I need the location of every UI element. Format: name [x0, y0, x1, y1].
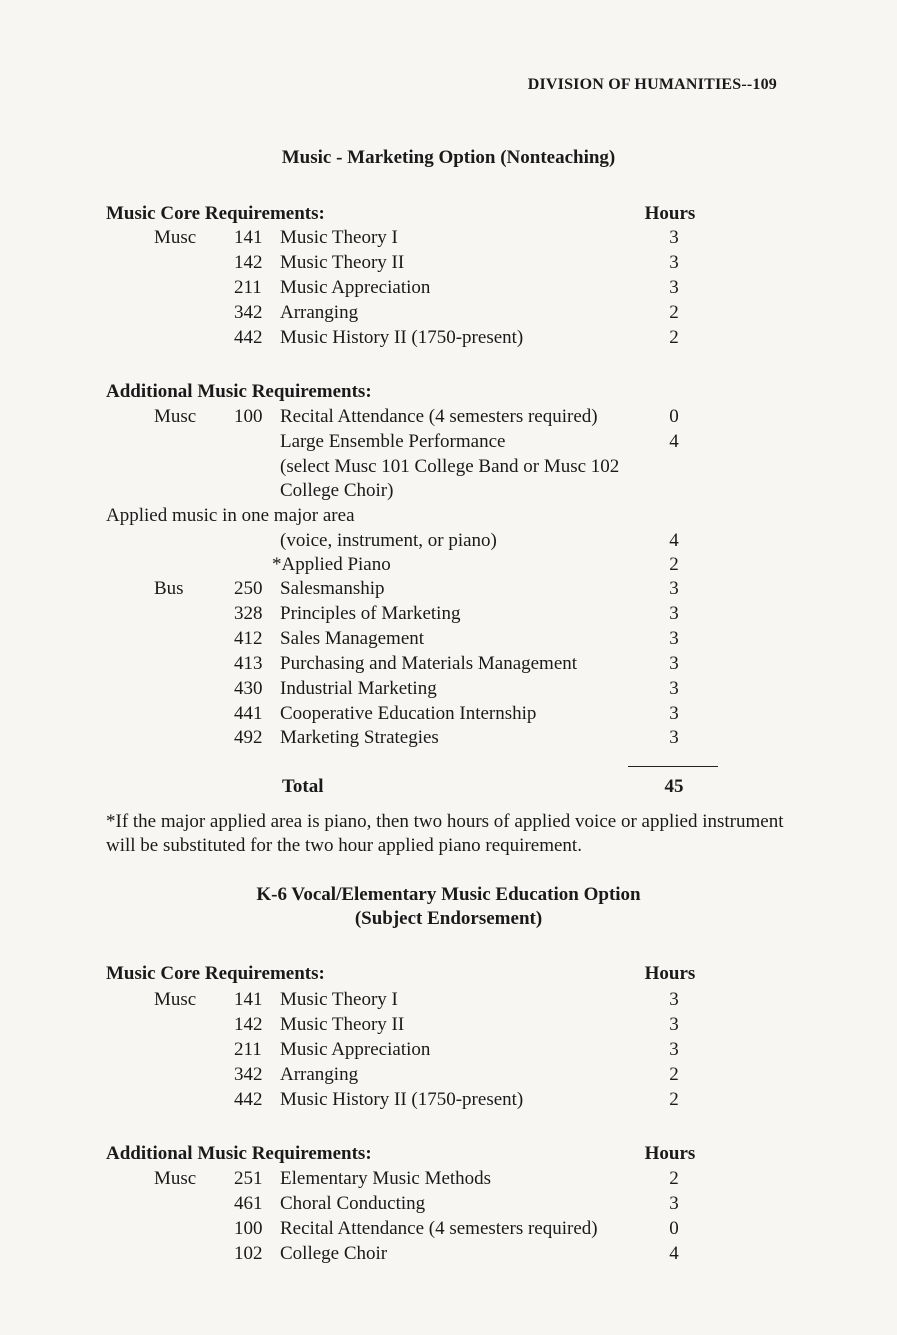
course-note: (select Musc 101 College Band or Musc 102	[280, 456, 620, 477]
course-number: 461	[234, 1193, 263, 1214]
course-number: 328	[234, 603, 263, 624]
course-hours: 3	[669, 678, 679, 699]
course-note: College Choir)	[280, 480, 394, 501]
course-row	[0, 652, 897, 676]
course-row	[0, 726, 897, 750]
course-prefix: Musc	[154, 227, 197, 248]
course-hours: 3	[669, 989, 679, 1010]
total-row	[0, 775, 897, 799]
course-row	[0, 251, 897, 275]
applied-label: Applied music in one major area	[106, 505, 355, 526]
course-hours: 3	[669, 252, 679, 273]
course-row	[0, 301, 897, 325]
course-hours: 4	[669, 431, 679, 452]
section2-title-line1: K-6 Vocal/Elementary Music Education Option	[256, 884, 641, 905]
course-row	[0, 702, 897, 726]
course-row	[0, 1063, 897, 1087]
course-number: 211	[234, 277, 262, 298]
course-number: 441	[234, 703, 263, 724]
course-number: 211	[234, 1039, 262, 1060]
course-number: 142	[234, 1014, 263, 1035]
course-title: Cooperative Education Internship	[280, 703, 537, 724]
section1-core-heading-row	[0, 202, 897, 226]
course-title: Music Theory II	[280, 252, 405, 273]
section1-additional-heading-row	[0, 380, 897, 404]
course-title: Arranging	[280, 302, 359, 323]
course-hours: 3	[669, 1039, 679, 1060]
course-number: 141	[234, 227, 263, 248]
course-hours: 3	[669, 703, 679, 724]
course-hours: 3	[669, 628, 679, 649]
course-row	[0, 577, 897, 601]
course-title: Music Appreciation	[280, 1039, 431, 1060]
course-hours: 2	[669, 1064, 679, 1085]
course-title: Purchasing and Materials Management	[280, 653, 578, 674]
course-title: Music Appreciation	[280, 277, 431, 298]
footnote: *If the major applied area is piano, then two hours of applied voice or applied instrument will be substituted for the two hour applied piano requirement.	[106, 811, 784, 856]
course-hours: 2	[669, 302, 679, 323]
course-row	[0, 529, 897, 553]
course-number: 342	[234, 302, 263, 323]
applied-label-row	[0, 504, 897, 528]
course-title: (voice, instrument, or piano)	[280, 530, 497, 551]
course-number: 250	[234, 578, 263, 599]
course-number: 413	[234, 653, 263, 674]
course-row	[0, 553, 897, 577]
course-hours: 2	[669, 1168, 679, 1189]
section1-title: Music - Marketing Option (Nonteaching)	[281, 147, 616, 168]
course-hours: 2	[669, 554, 679, 575]
course-number: 342	[234, 1064, 263, 1085]
course-row	[0, 988, 897, 1012]
course-title: Recital Attendance (4 semesters required)	[280, 406, 598, 427]
hours-heading: Hours	[644, 963, 696, 984]
course-row	[0, 677, 897, 701]
course-hours: 0	[669, 406, 679, 427]
course-number: 100	[234, 1218, 263, 1239]
course-title: Music Theory II	[280, 1014, 405, 1035]
course-row	[0, 405, 897, 429]
course-row	[0, 226, 897, 250]
course-number: 442	[234, 327, 263, 348]
course-title: Large Ensemble Performance	[280, 431, 506, 452]
course-hours: 3	[669, 1193, 679, 1214]
course-note-row	[0, 455, 897, 479]
course-hours: 4	[669, 530, 679, 551]
course-title: Industrial Marketing	[280, 678, 437, 699]
course-row	[0, 1088, 897, 1112]
hours-heading: Hours	[644, 203, 696, 224]
course-title: College Choir	[280, 1243, 388, 1264]
course-title: Arranging	[280, 1064, 359, 1085]
course-hours: 3	[669, 227, 679, 248]
total-rule	[628, 766, 718, 767]
course-row	[0, 1167, 897, 1191]
course-row	[0, 430, 897, 454]
course-hours: 4	[669, 1243, 679, 1264]
course-number: 442	[234, 1089, 263, 1110]
total-label: Total	[282, 776, 324, 797]
course-number: 142	[234, 252, 263, 273]
course-hours: 3	[669, 603, 679, 624]
course-hours: 3	[669, 653, 679, 674]
section2-core-heading-row	[0, 962, 897, 986]
hours-heading: Hours	[644, 1143, 696, 1164]
course-note-row	[0, 479, 897, 503]
course-prefix: Musc	[154, 406, 197, 427]
section-heading: Music Core Requirements:	[106, 203, 325, 224]
course-number: 251	[234, 1168, 263, 1189]
course-number: 141	[234, 989, 263, 1010]
course-hours: 3	[669, 578, 679, 599]
course-title: Salesmanship	[280, 578, 385, 599]
course-prefix: Musc	[154, 989, 197, 1010]
course-hours: 3	[669, 1014, 679, 1035]
course-row	[0, 1217, 897, 1241]
course-title: Music Theory I	[280, 227, 398, 248]
course-title: Sales Management	[280, 628, 425, 649]
course-title: Choral Conducting	[280, 1193, 426, 1214]
course-hours: 3	[669, 277, 679, 298]
course-row	[0, 1192, 897, 1216]
total-value: 45	[664, 776, 684, 797]
course-number: 100	[234, 406, 263, 427]
course-row	[0, 276, 897, 300]
course-title: Marketing Strategies	[280, 727, 439, 748]
course-number: 412	[234, 628, 263, 649]
course-hours: 0	[669, 1218, 679, 1239]
course-row	[0, 627, 897, 651]
section-heading: Music Core Requirements:	[106, 963, 325, 984]
course-hours: 2	[669, 1089, 679, 1110]
course-title: Music Theory I	[280, 989, 398, 1010]
section-heading: Additional Music Requirements:	[106, 381, 372, 402]
course-title: Elementary Music Methods	[280, 1168, 492, 1189]
course-number: 102	[234, 1243, 263, 1264]
course-row	[0, 602, 897, 626]
course-hours: 2	[669, 327, 679, 348]
course-row	[0, 1242, 897, 1266]
course-title: Music History II (1750-present)	[280, 327, 524, 348]
course-title: Music History II (1750-present)	[280, 1089, 524, 1110]
course-title: *Applied Piano	[272, 554, 391, 575]
course-number: 430	[234, 678, 263, 699]
course-row	[0, 1013, 897, 1037]
course-hours: 3	[669, 727, 679, 748]
course-number: 492	[234, 727, 263, 748]
section-heading: Additional Music Requirements:	[106, 1143, 372, 1164]
course-row	[0, 326, 897, 350]
course-prefix: Bus	[154, 578, 184, 599]
course-row	[0, 1038, 897, 1062]
section2-title-line2: (Subject Endorsement)	[354, 908, 543, 929]
course-title: Recital Attendance (4 semesters required)	[280, 1218, 598, 1239]
running-head: DIVISION OF HUMANITIES--109	[527, 76, 777, 93]
section2-additional-heading-row	[0, 1142, 897, 1166]
course-prefix: Musc	[154, 1168, 197, 1189]
course-title: Principles of Marketing	[280, 603, 461, 624]
